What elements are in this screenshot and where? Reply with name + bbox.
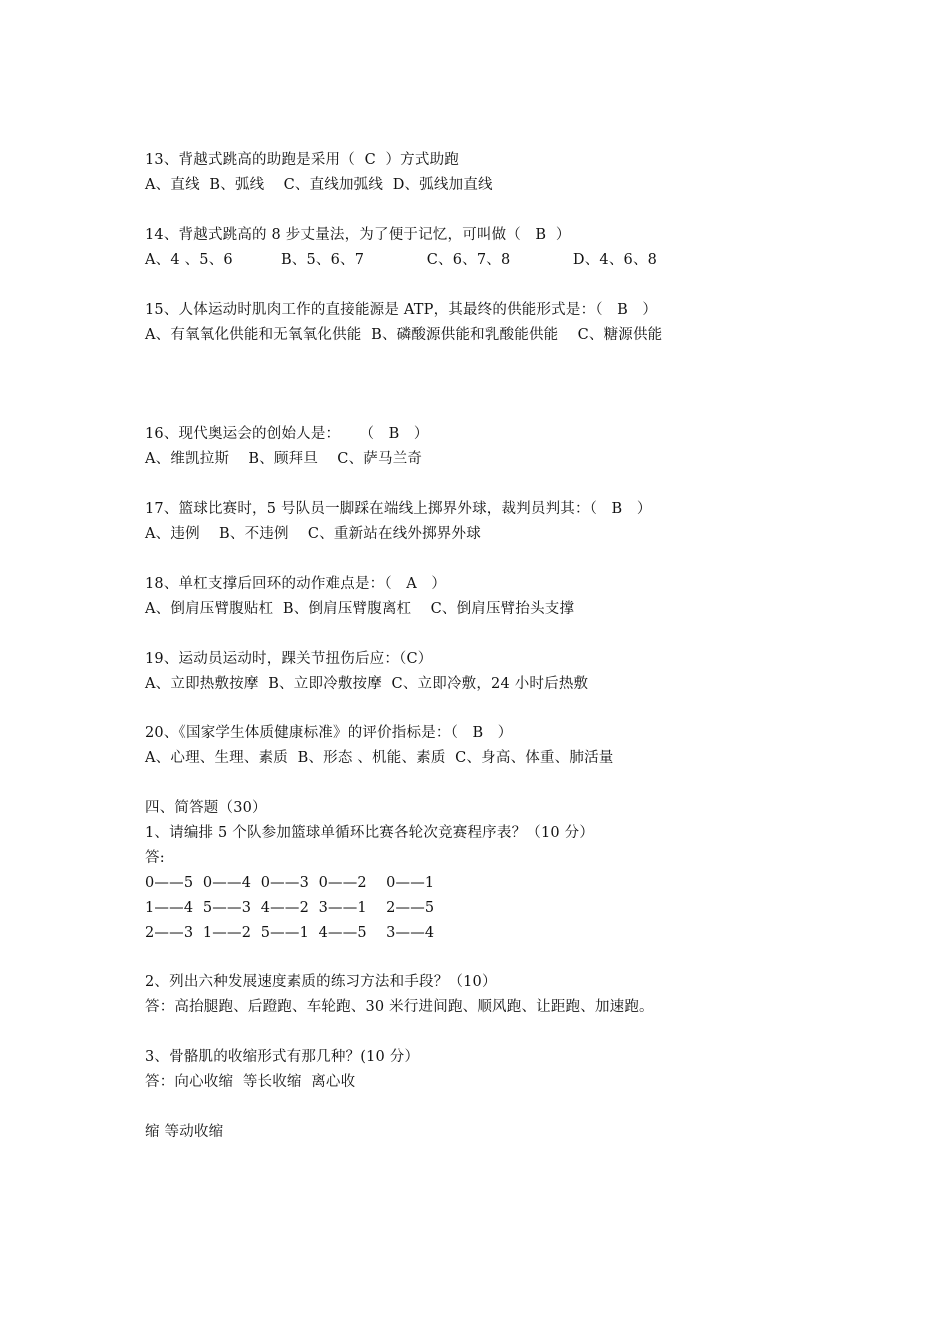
question-19-options: A、立即热敷按摩 B、立即冷敷按摩 C、立即冷敷，24 小时后热敷 bbox=[145, 676, 589, 692]
question-20: 20、《国家学生体质健康标准》的评价指标是：（ B ） bbox=[145, 725, 513, 741]
section-heading: 四、简答题（30） bbox=[145, 800, 267, 816]
short-answer-1-question: 1、请编排 5 个队参加篮球单循环比赛各轮次竞赛程序表？（10 分） bbox=[145, 825, 595, 841]
question-17-options: A、违例 B、不违例 C、重新站在线外掷界外球 bbox=[145, 526, 481, 542]
question-15-options: A、有氧氧化供能和无氧氧化供能 B、磷酸源供能和乳酸能供能 C、糖源供能 bbox=[145, 327, 663, 343]
question-20-options: A、心理、生理、素质 B、形态 、机能、素质 C、身高、体重、肺活量 bbox=[145, 750, 614, 766]
schedule-row: 1——4 5——3 4——2 3——1 2——5 bbox=[145, 900, 435, 916]
short-answer-3-answer-continued: 缩 等动收缩 bbox=[145, 1124, 224, 1140]
question-18-options: A、倒肩压臂腹贴杠 B、倒肩压臂腹离杠 C、倒肩压臂抬头支撑 bbox=[145, 601, 575, 617]
schedule-row: 0——5 0——4 0——3 0——2 0——1 bbox=[145, 875, 435, 891]
short-answer-2-answer: 答：高抬腿跑、后蹬跑、车轮跑、30 米行进间跑、顺风跑、让距跑、加速跑。 bbox=[145, 999, 654, 1015]
question-14: 14、背越式跳高的 8 步丈量法，为了便于记忆，可叫做（ B ） bbox=[145, 227, 571, 243]
question-13-options: A、直线 B、弧线 C、直线加弧线 D、弧线加直线 bbox=[145, 177, 493, 193]
question-18: 18、单杠支撑后回环的动作难点是：（ A ） bbox=[145, 576, 447, 592]
question-17: 17、篮球比赛时，5 号队员一脚踩在端线上掷界外球，裁判员判其：（ B ） bbox=[145, 501, 652, 517]
question-14-options: A、4 、5、6 B、5、6、7 C、6、7、8 D、4、6、8 bbox=[145, 252, 658, 268]
schedule-row: 2——3 1——2 5——1 4——5 3——4 bbox=[145, 925, 435, 941]
question-16: 16、现代奥运会的创始人是： （ B ） bbox=[145, 426, 429, 442]
short-answer-2-question: 2、列出六种发展速度素质的练习方法和手段？（10） bbox=[145, 974, 497, 990]
question-13: 13、背越式跳高的助跑是采用（ C ）方式助跑 bbox=[145, 152, 459, 168]
question-16-options: A、维凯拉斯 B、顾拜旦 C、萨马兰奇 bbox=[145, 451, 423, 467]
short-answer-3-question: 3、骨骼肌的收缩形式有那几种？(10 分） bbox=[145, 1049, 420, 1065]
short-answer-3-answer: 答：向心收缩 等长收缩 离心收 bbox=[145, 1074, 356, 1090]
question-15: 15、人体运动时肌肉工作的直接能源是 ATP，其最终的供能形式是：（ B ） bbox=[145, 302, 658, 318]
short-answer-1-answer-label: 答: bbox=[145, 850, 165, 866]
question-19: 19、运动员运动时，踝关节扭伤后应：（C） bbox=[145, 651, 433, 667]
